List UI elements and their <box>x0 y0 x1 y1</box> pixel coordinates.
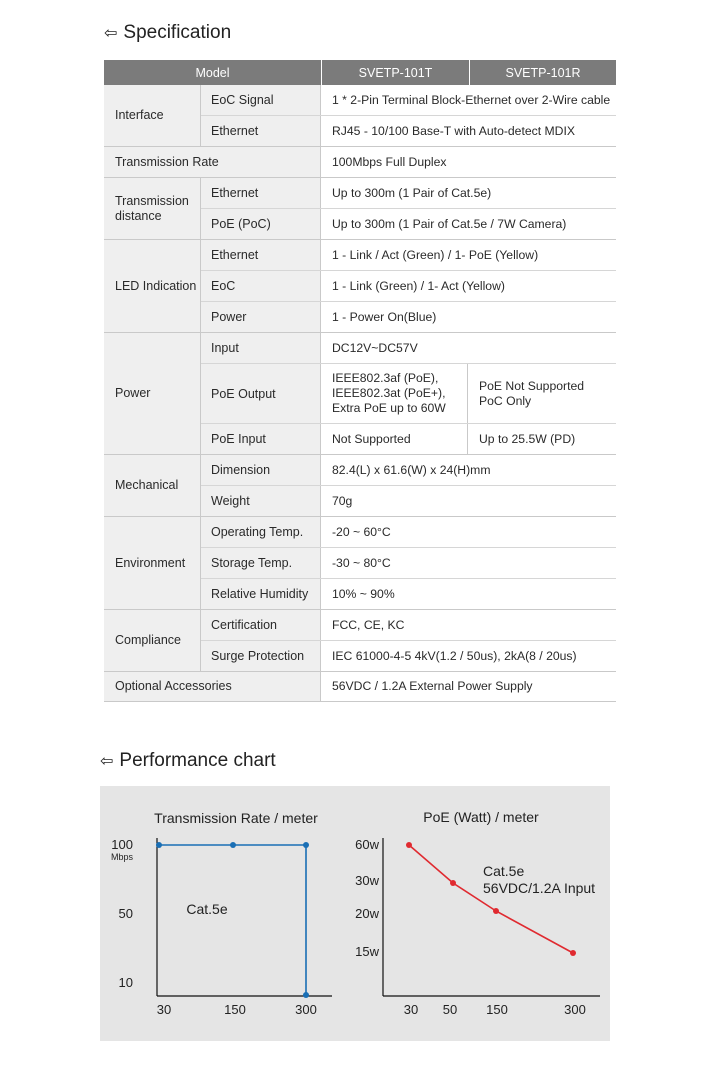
chart1-y-tick-1: 50 <box>118 906 133 921</box>
spec-group-compliance <box>104 610 616 672</box>
group-label: Transmission distance <box>104 178 201 239</box>
chart2-point-0 <box>406 842 412 848</box>
spec-group-mechanical <box>104 455 616 517</box>
chart1-point-2 <box>303 842 309 848</box>
chart2-x-tick-1: 50 <box>442 1002 458 1017</box>
spec-row <box>201 578 616 609</box>
spec-group-transmission-rate <box>104 147 616 178</box>
row-label: PoE Output <box>201 364 321 423</box>
performance-panel <box>100 786 610 1041</box>
chart2-y-tick-1: 30w <box>355 873 379 888</box>
spec-row <box>201 517 616 547</box>
row-value: 1 - Power On(Blue) <box>332 309 437 324</box>
spec-row <box>201 333 616 363</box>
row-value: RJ45 - 10/100 Base-T with Auto-detect MDIX <box>332 123 575 138</box>
spec-row <box>201 547 616 578</box>
row-label: Ethernet <box>201 116 321 146</box>
chart1-x-tick-1: 150 <box>224 1002 246 1017</box>
row-label: PoE Input <box>201 424 321 454</box>
chart1-y-tick-0: 100 <box>111 837 133 852</box>
value-line: IEEE802.3at (PoE+), <box>332 386 446 400</box>
spec-group-transmission-distance <box>104 178 616 240</box>
spec-row <box>201 208 616 239</box>
value-line: Extra PoE up to 60W <box>332 401 446 415</box>
chart1-series-line <box>159 845 306 995</box>
chart2-y-tick-2: 20w <box>355 906 379 921</box>
spec-row <box>201 455 616 485</box>
row-label: Input <box>201 333 321 363</box>
chart2-x-tick-0: 30 <box>403 1002 419 1017</box>
row-label: EoC <box>201 271 321 301</box>
group-label: Mechanical <box>104 455 201 516</box>
spec-group-environment <box>104 517 616 610</box>
performance-heading <box>100 750 276 772</box>
header-model: Model <box>104 60 321 85</box>
row-value-r <box>468 364 616 423</box>
value-line: PoC Only <box>479 393 532 408</box>
header-svetp-101r: SVETP-101R <box>469 60 616 85</box>
header-svetp-101t: SVETP-101T <box>321 60 469 85</box>
specification-title: Specification <box>123 22 232 43</box>
row-label: PoE (PoC) <box>201 209 321 239</box>
row-label: Dimension <box>201 455 321 485</box>
row-value: 70g <box>332 493 353 508</box>
performance-charts <box>100 786 610 1041</box>
row-value: 1 * 2-Pin Terminal Block-Ethernet over 2-Wire cable <box>332 92 611 107</box>
chart1-x-tick-0: 30 <box>156 1002 172 1017</box>
row-value: DC12V~DC57V <box>332 340 418 355</box>
row-value: -20 ~ 60°C <box>332 524 391 539</box>
row-value-r: Up to 25.5W (PD) <box>479 431 576 446</box>
value-line: IEEE802.3af (PoE), <box>332 371 439 385</box>
row-value: -30 ~ 80°C <box>332 555 391 570</box>
row-label: Relative Humidity <box>201 579 321 609</box>
row-label: Storage Temp. <box>201 548 321 578</box>
row-value: FCC, CE, KC <box>332 617 405 632</box>
chart1-annotation: Cat.5e <box>186 901 228 917</box>
spec-row <box>201 240 616 270</box>
arrow-left-icon: ⇦ <box>100 753 114 770</box>
chart1-point-1 <box>230 842 236 848</box>
row-value-t <box>321 364 468 423</box>
chart1-y-unit: Mbps <box>110 852 133 862</box>
group-label: Power <box>104 333 201 454</box>
group-label: Transmission Rate <box>104 147 321 177</box>
row-label: Power <box>201 302 321 332</box>
group-label: Compliance <box>104 610 201 671</box>
row-value: IEC 61000-4-5 4kV(1.2 / 50us), 2kA(8 / 20us) <box>332 648 577 663</box>
group-label: Interface <box>104 85 201 146</box>
chart2-title: PoE (Watt) / meter <box>423 809 539 825</box>
row-value-t: Not Supported <box>321 424 468 454</box>
chart2-point-1 <box>450 880 456 886</box>
chart2-annotation-line2: 56VDC/1.2A Input <box>483 880 596 896</box>
arrow-left-icon: ⇦ <box>104 25 118 42</box>
chart1-y-tick-2: 10 <box>118 975 133 990</box>
chart2-y-tick-0: 60w <box>355 837 379 852</box>
row-value: 1 - Link (Green) / 1- Act (Yellow) <box>332 278 505 293</box>
row-value: 56VDC / 1.2A External Power Supply <box>332 679 533 693</box>
chart2-y-tick-3: 15w <box>355 944 379 959</box>
row-label: Weight <box>201 486 321 516</box>
chart2-series-line <box>409 845 573 953</box>
spec-row <box>201 178 616 208</box>
row-value: 1 - Link / Act (Green) / 1- PoE (Yellow) <box>332 247 539 262</box>
row-label: Surge Protection <box>201 641 321 671</box>
spec-row <box>201 485 616 516</box>
chart2-x-tick-2: 150 <box>486 1002 508 1017</box>
row-label: EoC Signal <box>201 85 321 115</box>
spec-row <box>201 423 616 454</box>
row-label: Ethernet <box>201 178 321 208</box>
row-label: Certification <box>201 610 321 640</box>
chart2-x-tick-3: 300 <box>564 1002 586 1017</box>
row-value: Up to 300m (1 Pair of Cat.5e / 7W Camera) <box>332 216 567 231</box>
group-label: LED Indication <box>104 240 201 332</box>
spec-row <box>201 270 616 301</box>
spec-row <box>201 301 616 332</box>
chart2-point-3 <box>570 950 576 956</box>
chart1-point-0 <box>156 842 162 848</box>
chart2-point-2 <box>493 908 499 914</box>
spec-group-power <box>104 333 616 455</box>
spec-row <box>201 610 616 640</box>
group-label: Environment <box>104 517 201 609</box>
spec-group-led-indication <box>104 240 616 333</box>
row-label: Operating Temp. <box>201 517 321 547</box>
spec-row <box>201 640 616 671</box>
row-value: 100Mbps Full Duplex <box>332 154 447 169</box>
chart1-title: Transmission Rate / meter <box>154 810 318 826</box>
row-value: Up to 300m (1 Pair of Cat.5e) <box>332 185 492 200</box>
value-line: PoE Not Supported <box>479 378 585 393</box>
row-label: Ethernet <box>201 240 321 270</box>
spec-row <box>201 85 616 115</box>
group-label: Optional Accessories <box>104 672 321 701</box>
row-value: 10% ~ 90% <box>332 586 395 601</box>
performance-title: Performance chart <box>119 750 276 771</box>
spec-header-row <box>104 60 616 85</box>
chart2-annotation-line1: Cat.5e <box>483 863 525 879</box>
spec-row <box>201 115 616 146</box>
specification-heading <box>104 22 231 44</box>
spec-row <box>201 363 616 423</box>
chart1-point-3 <box>303 992 309 998</box>
spec-group-optional-accessories <box>104 672 616 702</box>
row-value: 82.4(L) x 61.6(W) x 24(H)mm <box>332 462 491 477</box>
chart1-x-tick-2: 300 <box>295 1002 317 1017</box>
spec-table <box>104 60 616 702</box>
spec-group-interface <box>104 85 616 147</box>
